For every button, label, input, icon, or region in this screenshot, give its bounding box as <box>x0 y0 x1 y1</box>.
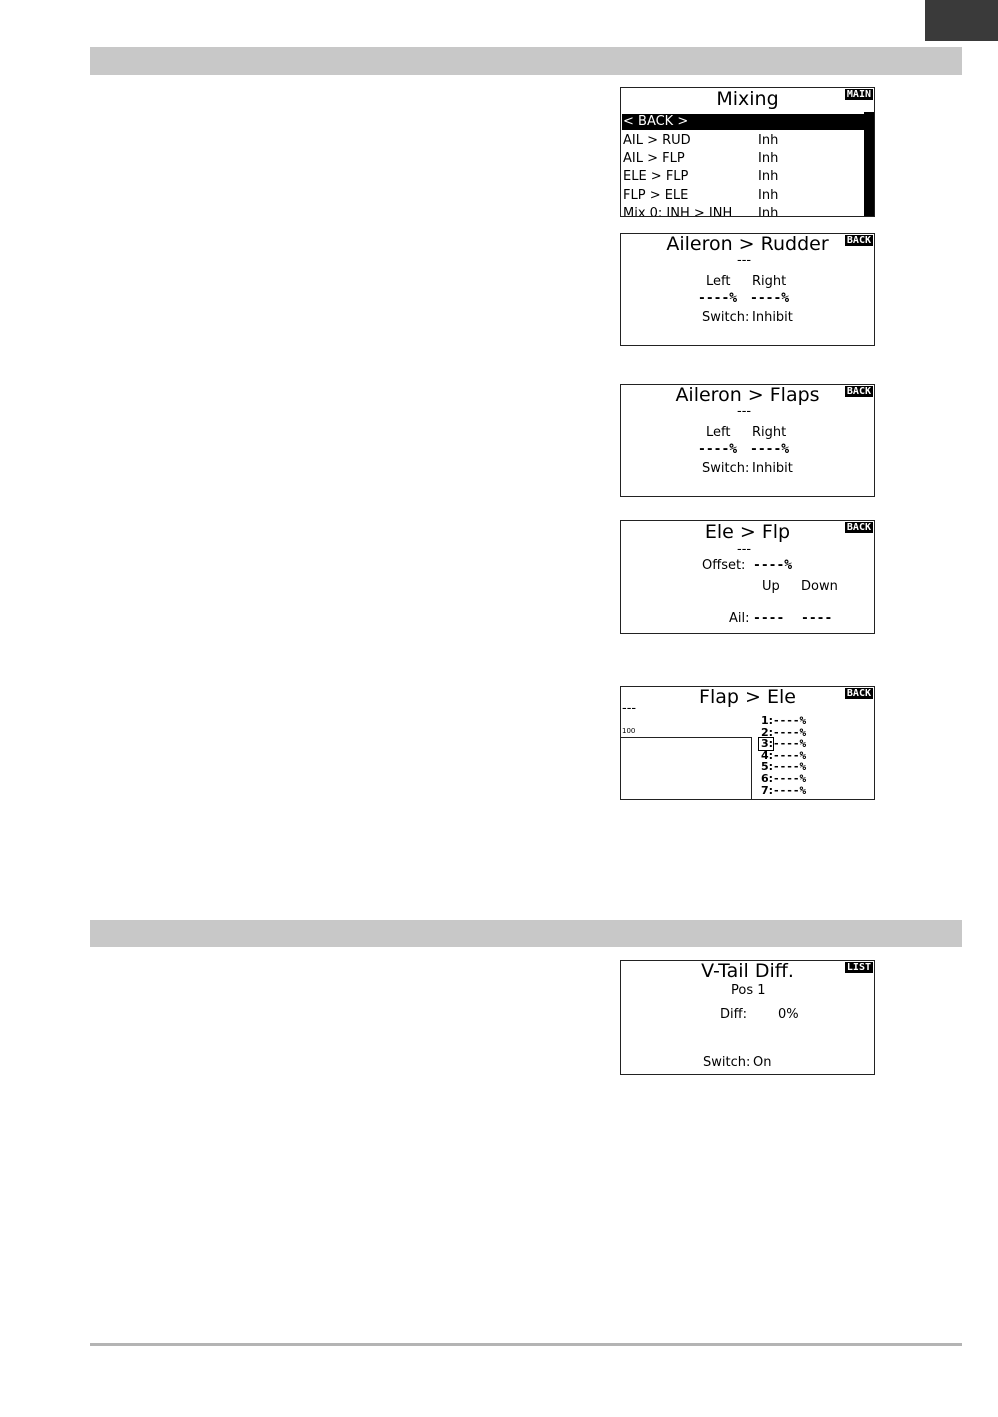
position-label[interactable]: Pos 1 <box>731 983 766 998</box>
position-row[interactable]: 4:----% <box>760 748 807 762</box>
switch-value[interactable]: On <box>753 1055 772 1070</box>
switch-label: Switch: <box>703 1055 751 1070</box>
ele-flp-screen <box>620 520 875 634</box>
screen-title: V-Tail Diff. <box>701 960 794 982</box>
screen-title: Flap > Ele <box>699 686 796 708</box>
flap-ele-screen <box>620 686 875 800</box>
diff-label: Diff: <box>720 1007 747 1022</box>
scale-label: 100 <box>622 727 636 735</box>
list-button[interactable]: LIST <box>846 962 871 973</box>
back-button[interactable]: BACK <box>846 688 871 699</box>
position-row[interactable]: 7:----% <box>760 783 807 797</box>
menu-item-ele-flp[interactable]: ELE > FLP Inh <box>623 169 779 184</box>
screen-title: Aileron > Flaps <box>675 384 820 406</box>
dashes: --- <box>737 542 752 557</box>
up-label: Up <box>762 579 780 594</box>
position-list <box>759 715 806 796</box>
menu-item-back[interactable]: < BACK > <box>622 114 864 130</box>
down-label: Down <box>801 579 838 594</box>
diff-value[interactable]: 0% <box>778 1007 799 1022</box>
screen-title: Aileron > Rudder <box>666 233 829 255</box>
left-label: Left <box>706 425 731 440</box>
switch-value[interactable]: Inhibit <box>752 310 793 325</box>
offset-value[interactable]: ----% <box>753 558 793 573</box>
menu-item-mix-0[interactable]: Mix 0: INH > INH Inh <box>623 206 779 217</box>
left-value[interactable]: ----% <box>698 291 738 306</box>
position-row[interactable]: 2:----% <box>760 725 807 739</box>
ail-label: Ail: <box>729 611 750 626</box>
right-value[interactable]: ----% <box>750 291 790 306</box>
switch-value[interactable]: Inhibit <box>752 461 793 476</box>
mixing-menu-screen <box>620 87 875 217</box>
screen-title: Mixing <box>716 88 779 110</box>
section-header-bar <box>90 920 962 947</box>
dashes: --- <box>737 253 752 268</box>
left-label: Left <box>706 274 731 289</box>
switch-label: Switch: <box>702 310 750 325</box>
left-value[interactable]: ----% <box>698 442 738 457</box>
ail-up-value[interactable]: ---- <box>753 611 785 626</box>
right-label: Right <box>752 274 787 289</box>
menu-item-flp-ele[interactable]: FLP > ELE Inh <box>623 188 779 203</box>
position-row[interactable]: 3:----% <box>760 737 807 751</box>
position-row[interactable]: 5:----% <box>760 760 807 774</box>
screen-title: Ele > Flp <box>704 521 791 543</box>
dashes: --- <box>737 404 752 419</box>
aileron-flaps-screen <box>620 384 875 497</box>
offset-label: Offset: <box>702 558 746 573</box>
dashes: --- <box>622 701 637 716</box>
position-row[interactable]: 1:----% <box>760 714 807 727</box>
ail-down-value[interactable]: ---- <box>801 611 833 626</box>
menu-item-ail-flp[interactable]: AIL > FLP Inh <box>623 151 779 166</box>
page-corner-tab <box>925 0 998 41</box>
right-value[interactable]: ----% <box>750 442 790 457</box>
vtail-diff-screen <box>620 960 875 1075</box>
scrollbar[interactable] <box>864 112 874 216</box>
footer-rule <box>90 1343 962 1346</box>
curve-graph[interactable] <box>621 737 752 800</box>
position-row[interactable]: 6:----% <box>760 771 807 785</box>
aileron-rudder-screen <box>620 233 875 346</box>
back-button[interactable]: BACK <box>846 522 871 533</box>
back-button[interactable]: BACK <box>846 235 871 246</box>
section-header-bar <box>90 47 962 75</box>
right-label: Right <box>752 425 787 440</box>
back-button[interactable]: BACK <box>846 386 871 397</box>
menu-item-ail-rud[interactable]: AIL > RUD Inh <box>623 133 779 148</box>
main-button[interactable]: MAIN <box>846 89 871 100</box>
switch-label: Switch: <box>702 461 750 476</box>
